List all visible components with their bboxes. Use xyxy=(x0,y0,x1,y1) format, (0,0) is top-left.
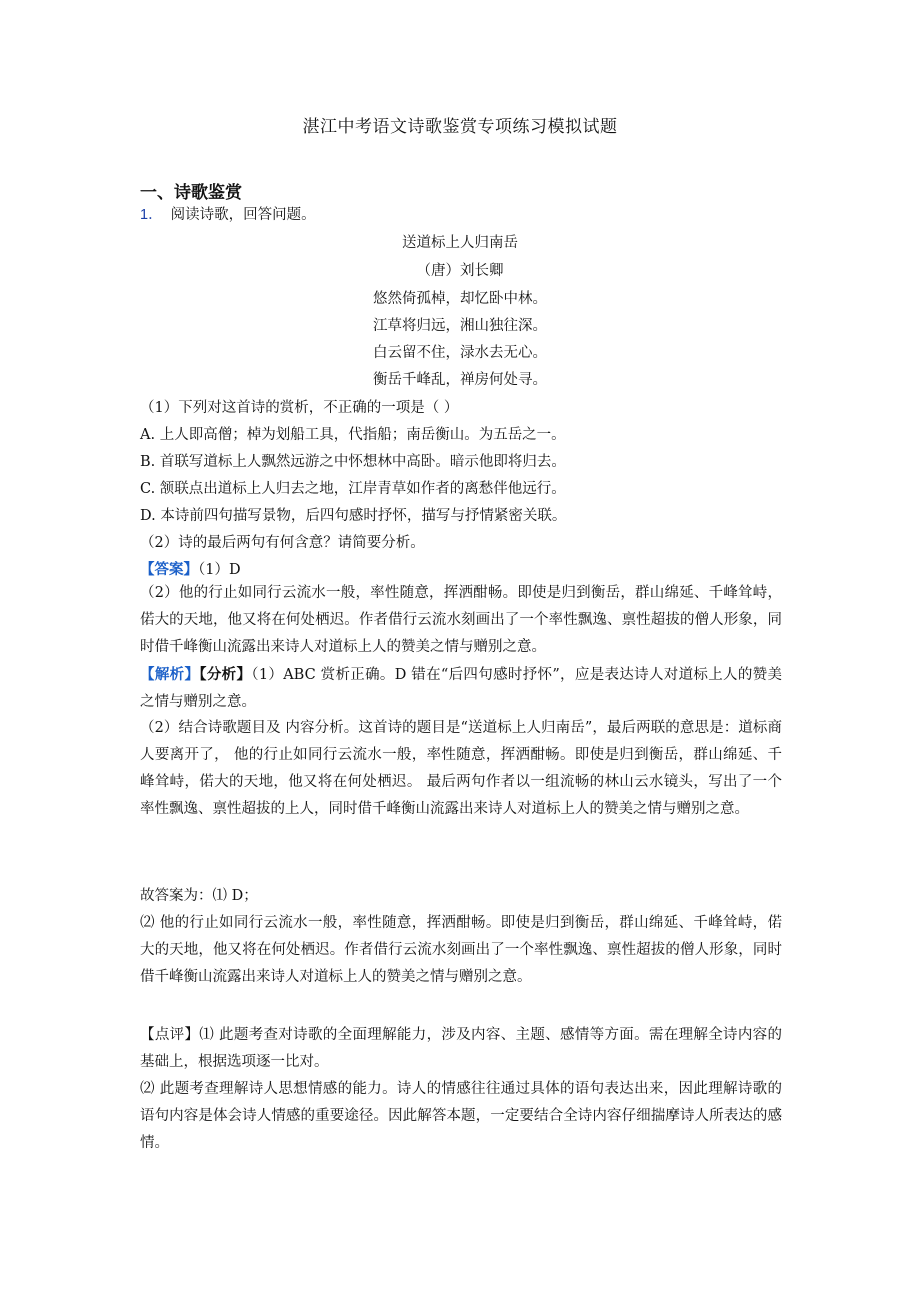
comment-part-2: ⑵ 此题考查理解诗人思想情感的能力。诗人的情感往往通过具体的语句表达出来，因此理解诗歌的语句内容是体会诗人情感的重要途径。因此解答本题，一定要结合全诗内容仔细揣摩诗人所表达的感情。 xyxy=(140,1081,782,1151)
answer-tag: 【答案】 xyxy=(140,561,198,578)
answer-line xyxy=(140,558,241,579)
poem-line: 悠然倚孤棹，却忆卧中林。 xyxy=(373,291,547,307)
poem-line: 白云留不住，渌水去无心。 xyxy=(373,345,547,361)
final-answer-intro: 故答案为：⑴ D； xyxy=(140,888,258,904)
option-d: D. 本诗前四句描写景物，后四句感时抒怀，描写与抒情紧密关联。 xyxy=(140,508,567,524)
option-c: C. 颔联点出道标上人归去之地，江岸青草如作者的离愁伴他远行。 xyxy=(140,481,566,497)
poem-line: 江草将归远，湘山独往深。 xyxy=(373,318,547,334)
analysis-part-1-block xyxy=(140,661,782,716)
sub-question-2: （2）诗的最后两句有何含意？请简要分析。 xyxy=(140,535,425,551)
option-a: A. 上人即高僧；棹为划船工具，代指船；南岳衡山。为五岳之一。 xyxy=(140,427,566,443)
analysis-part-1: （1）ABC 赏析正确。D 错在“后四句感时抒怀”，应是表达诗人对道标上人的赞美之情与赠别之意。 xyxy=(140,667,782,710)
question-number: 1． xyxy=(140,207,163,223)
poem-author: （唐）刘长卿 xyxy=(416,263,504,279)
option-b: B. 首联写道标上人飘然远游之中怀想林中高卧。暗示他即将归去。 xyxy=(140,454,566,470)
question-prompt: 阅读诗歌，回答问题。 xyxy=(170,207,316,223)
document-title: 湛江中考语文诗歌鉴赏专项练习模拟试题 xyxy=(302,117,618,137)
section-heading: 一、诗歌鉴赏 xyxy=(140,183,242,203)
final-answer-part-2: ⑵ 他的行止如同行云流水一般，率性随意，挥洒酣畅。即使是归到衡岳，群山绵延、千峰耸峙，偌大的天地，他又将在何处栖迟。作者借行云流水刻画出了一个率性飘逸、禀性超拔的僧人形象，同时借千峰衡山流露出来诗人对道标上人的赞美之情与赠别之意。 xyxy=(140,915,782,985)
answer-part-1: （1）D xyxy=(198,562,241,578)
comment-part-1: 【点评】⑴ 此题考查对诗歌的全面理解能力，涉及内容、主题、感情等方面。需在理解全诗内容的基础上，根据选项逐一比对。 xyxy=(140,1027,782,1070)
analysis-part-2: （2）结合诗歌题目及 内容分析。这首诗的题目是“送道标上人归南岳”，最后两联的意思是：道标商人要离开了， 他的行止如同行云流水一般，率性随意，挥洒酣畅。即使是归到衡岳，群山绵延、千峰耸峙，偌大的天地，他又将在何处栖迟。 最后两句作者以一组流畅的林山云水镜头，写出了一个率性飘逸、禀性超拔的上人，同时借千峰衡山流露出来诗人对道标上人的赞美之情与赠别之意。 xyxy=(140,720,782,817)
poem-line: 衡岳千峰乱，禅房何处寻。 xyxy=(373,372,547,388)
sub-question-1: （1）下列对这首诗的赏析，不正确的一项是（ ） xyxy=(140,400,459,416)
question-prompt-line xyxy=(140,203,316,224)
answer-part-2: （2）他的行止如同行云流水一般，率性随意，挥洒酣畅。即使是归到衡岳，群山绵延、千峰耸峙，偌大的天地，他又将在何处栖迟。作者借行云流水刻画出了一个率性飘逸、禀性超拔的僧人形象，同时借千峰衡山流露出来诗人对道标上人的赞美之情与赠别之意。 xyxy=(140,585,782,655)
analysis-fenxi-tag: 【分析】 xyxy=(199,666,252,683)
poem-title: 送道标上人归南岳 xyxy=(402,235,518,251)
analysis-tag: 【解析】 xyxy=(140,666,200,683)
